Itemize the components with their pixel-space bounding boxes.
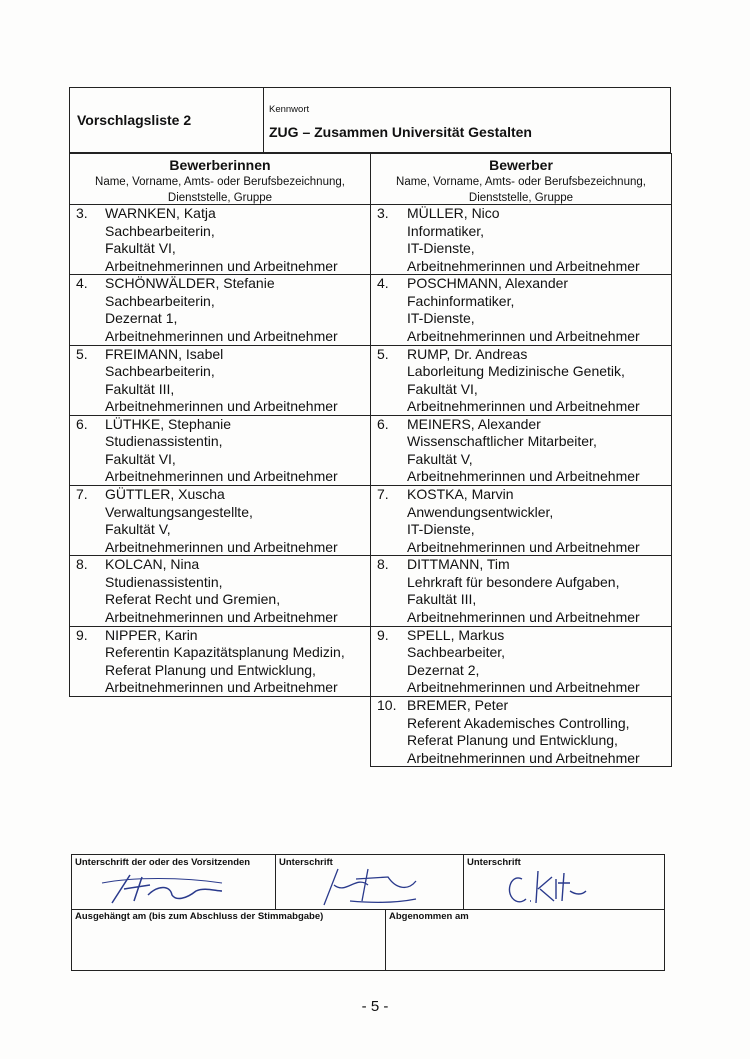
candidate-details	[105, 416, 338, 486]
candidate-number: 7.	[377, 486, 389, 503]
candidate-line: Laborleitung Medizinische Genetik,	[407, 363, 625, 380]
candidate-entry	[70, 556, 370, 626]
candidate-line: Dezernat 2,	[407, 661, 480, 678]
candidate-line: Sachbearbeiterin,	[105, 222, 215, 239]
candidates-female-column	[69, 153, 371, 697]
candidate-line: Studienassistentin,	[105, 433, 223, 450]
signature-box	[71, 854, 665, 1056]
list-label: Vorschlagsliste 2	[70, 88, 264, 152]
candidate-line: Sachbearbeiter,	[407, 644, 506, 661]
column-subtitle-line2: Dienststelle, Gruppe	[468, 192, 574, 204]
candidate-line: Arbeitnehmerinnen und Arbeitnehmer	[407, 749, 640, 766]
page-number: - 5 -	[361, 998, 389, 1015]
candidate-line: Verwaltungsangestellte,	[105, 503, 253, 520]
second-signature-label: Unterschrift	[279, 857, 333, 868]
candidate-line: Fachinformatiker,	[407, 292, 515, 309]
chair-signature-label: Unterschrift der oder des Vorsitzenden	[75, 857, 251, 868]
posted-date-label: Ausgehängt am (bis zum Abschluss der Stimmabgabe)	[75, 911, 324, 922]
column-title: Bewerberinnen	[169, 157, 271, 173]
candidate-line: MEINERS, Alexander	[407, 415, 541, 432]
candidate-line: Arbeitnehmerinnen und Arbeitnehmer	[407, 679, 640, 696]
candidate-number: 7.	[76, 486, 88, 503]
candidate-line: KOLCAN, Nina	[105, 556, 200, 573]
candidate-entry	[371, 486, 671, 556]
list-header	[69, 87, 671, 153]
candidate-line: Dezernat 1,	[105, 310, 178, 327]
candidate-details	[105, 486, 338, 556]
candidate-entry	[70, 627, 370, 697]
candidate-number: 6.	[377, 415, 389, 432]
candidate-line: LÜTHKE, Stephanie	[105, 415, 232, 432]
candidate-line: Referent Akademisches Controlling,	[407, 714, 630, 731]
candidate-entry	[371, 556, 671, 626]
candidate-details	[407, 416, 640, 486]
candidate-line: Referat Planung und Entwicklung,	[105, 661, 316, 678]
candidate-entry	[70, 346, 370, 416]
candidates-male-column	[370, 153, 672, 767]
third-signature-cell	[463, 855, 664, 909]
candidate-line: BREMER, Peter	[407, 697, 509, 714]
candidate-details	[105, 346, 338, 416]
candidate-number: 8.	[76, 556, 88, 573]
candidate-line: Fakultät V,	[407, 450, 473, 467]
posted-date-cell	[72, 909, 385, 970]
candidate-line: MÜLLER, Nico	[407, 205, 500, 221]
candidate-details	[105, 275, 338, 345]
candidate-entry	[371, 275, 671, 345]
candidate-number: 10.	[377, 697, 397, 714]
candidate-entry	[371, 346, 671, 416]
candidate-number: 9.	[377, 626, 389, 643]
candidate-number: 4.	[76, 275, 88, 292]
candidate-line: RUMP, Dr. Andreas	[407, 345, 528, 362]
candidate-details	[407, 486, 640, 556]
candidate-entry	[371, 416, 671, 486]
candidate-line: Lehrkraft für besondere Aufgaben,	[407, 573, 620, 590]
candidate-details	[407, 275, 640, 345]
candidate-number: 5.	[76, 345, 88, 362]
candidate-line: Fakultät III,	[105, 380, 175, 397]
candidate-line: Fakultät VI,	[105, 240, 176, 256]
candidate-line: Informatiker,	[407, 222, 485, 239]
candidate-line: Fakultät VI,	[407, 380, 478, 397]
candidate-details	[407, 697, 640, 767]
removed-date-label: Abgenommen am	[389, 911, 469, 922]
candidate-line: IT-Dienste,	[407, 521, 475, 538]
candidate-line: Arbeitnehmerinnen und Arbeitnehmer	[407, 608, 640, 625]
candidate-line: WARNKEN, Katja	[105, 205, 216, 221]
candidate-line: Arbeitnehmerinnen und Arbeitnehmer	[407, 327, 640, 344]
candidate-line: Arbeitnehmerinnen und Arbeitnehmer	[407, 398, 640, 415]
candidate-line: Fakultät III,	[407, 591, 477, 608]
candidate-line: POSCHMANN, Alexander	[407, 275, 569, 292]
candidate-line: Arbeitnehmerinnen und Arbeitnehmer	[105, 327, 338, 344]
candidate-number: 3.	[76, 205, 88, 221]
candidate-line: Sachbearbeiterin,	[105, 292, 215, 309]
candidate-number: 8.	[377, 556, 389, 573]
candidate-details	[105, 627, 345, 697]
candidate-line: NIPPER, Karin	[105, 626, 198, 643]
candidate-line: Referat Recht und Gremien,	[105, 591, 281, 608]
svg-text:Hdag: Hdag	[222, 1055, 225, 1056]
candidate-number: 5.	[377, 345, 389, 362]
candidate-line: KOSTKA, Marvin	[407, 486, 514, 503]
candidate-details	[407, 627, 640, 697]
candidate-line: IT-Dienste,	[407, 240, 475, 256]
candidate-entry	[70, 205, 370, 275]
candidate-line: Fakultät V,	[105, 521, 171, 538]
candidate-entry	[371, 205, 671, 275]
column-subtitle-line2: Dienststelle, Gruppe	[167, 192, 273, 204]
candidate-entry	[70, 486, 370, 556]
column-subtitle-line1: Name, Vorname, Amts- oder Berufsbezeichnung,	[396, 176, 646, 188]
candidate-number: 3.	[377, 205, 389, 221]
candidate-line: Wissenschaftlicher Mitarbeiter,	[407, 433, 597, 450]
candidate-details	[407, 205, 640, 275]
candidate-line: Arbeitnehmerinnen und Arbeitnehmer	[105, 398, 338, 415]
second-signature-cell	[275, 855, 463, 909]
candidate-entry	[371, 697, 671, 767]
third-handwritten-signature	[464, 855, 664, 909]
candidate-line: Arbeitnehmerinnen und Arbeitnehmer	[105, 468, 338, 485]
candidate-entry	[371, 627, 671, 697]
removed-date-cell	[385, 909, 664, 970]
candidate-entry	[70, 275, 370, 345]
candidate-line: Studienassistentin,	[105, 573, 223, 590]
column-title: Bewerber	[489, 157, 553, 173]
candidate-number: 9.	[76, 626, 88, 643]
candidate-line: Arbeitnehmerinnen und Arbeitnehmer	[105, 679, 338, 696]
candidate-line: IT-Dienste,	[407, 310, 475, 327]
candidate-line: SPELL, Markus	[407, 626, 505, 643]
kennwort-label: Kennwort	[269, 104, 310, 115]
second-handwritten-signature	[276, 855, 464, 909]
column-header	[371, 153, 671, 205]
candidate-line: Anwendungsentwickler,	[407, 503, 554, 520]
candidate-number: 6.	[76, 415, 88, 432]
candidate-line: DITTMANN, Tim	[407, 556, 510, 573]
candidate-details	[105, 556, 338, 626]
column-header	[70, 153, 370, 205]
column-subtitle-line1: Name, Vorname, Amts- oder Berufsbezeichnung,	[95, 176, 345, 188]
candidate-line: SCHÖNWÄLDER, Stefanie	[105, 275, 275, 292]
candidate-number: 4.	[377, 275, 389, 292]
kennwort-cell	[264, 88, 670, 152]
candidate-line: Fakultät VI,	[105, 450, 176, 467]
candidate-details	[105, 205, 338, 275]
candidate-line: Arbeitnehmerinnen und Arbeitnehmer	[407, 257, 640, 274]
candidate-entry	[70, 416, 370, 486]
candidate-details	[407, 556, 640, 626]
candidate-line: Referentin Kapazitätsplanung Medizin,	[105, 644, 345, 661]
candidate-line: Referat Planung und Entwicklung,	[407, 732, 618, 749]
candidate-line: Arbeitnehmerinnen und Arbeitnehmer	[105, 538, 338, 555]
kennwort-value: ZUG – Zusammen Universität Gestalten	[269, 124, 532, 140]
candidate-line: Arbeitnehmerinnen und Arbeitnehmer	[105, 257, 338, 274]
candidate-line: Arbeitnehmerinnen und Arbeitnehmer	[407, 468, 640, 485]
candidate-line: Arbeitnehmerinnen und Arbeitnehmer	[105, 608, 338, 625]
candidate-line: Arbeitnehmerinnen und Arbeitnehmer	[407, 538, 640, 555]
third-signature-label: Unterschrift	[467, 857, 521, 868]
candidate-line: GÜTTLER, Xuscha	[105, 486, 225, 503]
candidate-details	[407, 346, 640, 416]
candidate-line: FREIMANN, Isabel	[105, 345, 224, 362]
candidate-line: Sachbearbeiterin,	[105, 363, 215, 380]
